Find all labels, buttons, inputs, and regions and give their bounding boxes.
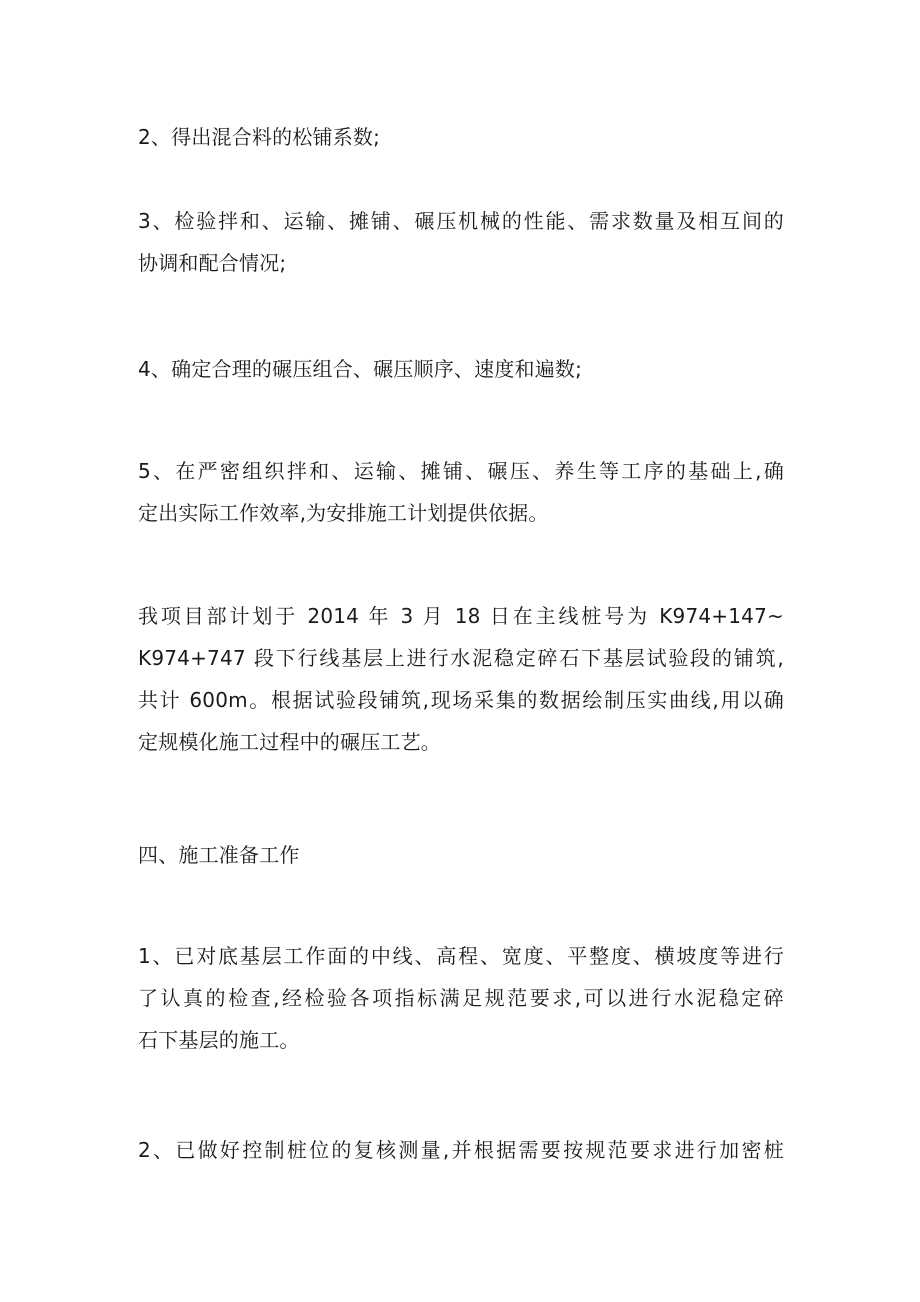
paragraph-2-loose-factor xyxy=(138,116,784,158)
text-line: 定规模化施工过程中的碾压工艺。 xyxy=(138,730,441,754)
section-heading: 四、施工准备工作 xyxy=(138,843,300,867)
text-line: 1、已对底基层工作面的中线、高程、宽度、平整度、横坡度等进行 xyxy=(138,944,784,968)
text-line: 共计 600m。根据试验段铺筑,现场采集的数据绘制压实曲线,用以确 xyxy=(138,688,784,712)
paragraph-5-work-efficiency xyxy=(138,450,784,534)
paragraph-1-base-inspection xyxy=(138,935,784,1061)
text-line: 协调和配合情况; xyxy=(138,251,287,275)
text-line: 定出实际工作效率,为安排施工计划提供依据。 xyxy=(138,501,549,525)
text-line: 2、得出混合料的松铺系数; xyxy=(138,125,381,149)
text-line: 石下基层的施工。 xyxy=(138,1028,300,1052)
paragraph-project-plan xyxy=(138,595,784,763)
text-line: 3、检验拌和、运输、摊铺、碾压机械的性能、需求数量及相互间的 xyxy=(138,209,784,233)
text-line: K974+747 段下行线基层上进行水泥稳定碎石下基层试验段的铺筑, xyxy=(138,646,784,670)
paragraph-4-rolling-combination xyxy=(138,348,784,390)
paragraph-3-machinery-check xyxy=(138,200,784,284)
text-line: 4、确定合理的碾压组合、碾压顺序、速度和遍数; xyxy=(138,357,583,381)
text-line: 5、在严密组织拌和、运输、摊铺、碾压、养生等工序的基础上,确 xyxy=(138,459,784,483)
text-line: 我项目部计划于 2014 年 3 月 18 日在主线桩号为 K974+147~ xyxy=(138,604,784,628)
text-line: 了认真的检查,经检验各项指标满足规范要求,可以进行水泥稳定碎 xyxy=(138,986,784,1010)
section-heading-construction-preparation xyxy=(138,834,784,876)
text-line: 2、已做好控制桩位的复核测量,并根据需要按规范要求进行加密桩 xyxy=(138,1138,784,1162)
paragraph-2-control-stakes xyxy=(138,1129,784,1171)
